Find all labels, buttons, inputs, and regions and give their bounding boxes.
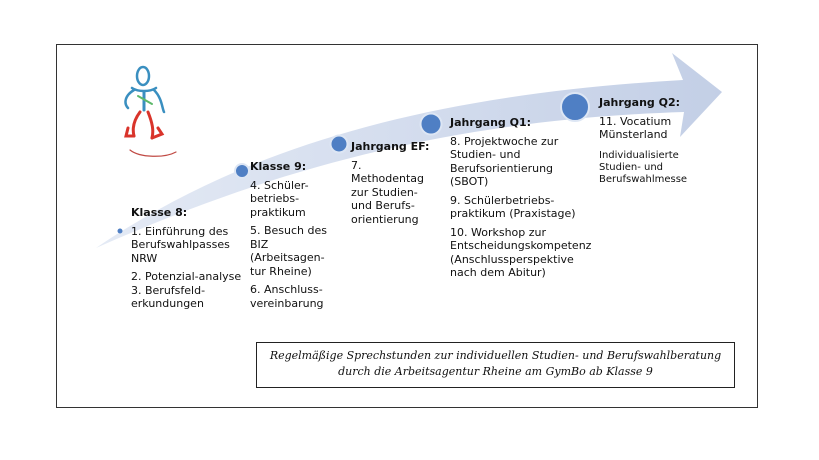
- stage-item: Individualisierte Studien- und Berufswahlmesse: [599, 149, 688, 185]
- stage-klasse-8: [131, 206, 243, 311]
- stage-item: 2. Potenzial-analyse: [131, 270, 242, 283]
- counseling-note-box: [256, 342, 735, 388]
- stage-item: 11. Vocatium Münsterland: [599, 114, 672, 141]
- stage-title: Klasse 8:: [131, 206, 188, 219]
- stage-item: 6. Anschluss-vereinbarung: [250, 283, 324, 310]
- stage-title: Jahrgang Q2:: [599, 96, 681, 109]
- stage-item: 5. Besuch des BIZ (Arbeitsagen-tur Rheine): [250, 224, 328, 278]
- stage-item: 10. Workshop zur Entscheidungskompetenz (Anschlussperspektive nach dem Abitur): [450, 225, 592, 279]
- stage-item: 8. Projektwoche zur Studien- und Berufsorientierung (SBOT): [450, 134, 559, 188]
- stage-dot-ef: [331, 136, 348, 153]
- stage-item: 7. Methodentag zur Studien- und Berufs-orientierung: [351, 158, 425, 226]
- career-figure-icon: [126, 67, 176, 156]
- stage-title: Jahrgang Q1:: [450, 116, 532, 129]
- stage-q2: [599, 96, 689, 186]
- stage-dot-klasse-9: [235, 164, 249, 178]
- stage-item: 1. Einführung des Berufswahlpasses NRW: [131, 224, 230, 265]
- stage-ef: [351, 140, 431, 226]
- stage-title: Klasse 9:: [250, 160, 307, 173]
- stage-item: 3. Berufsfeld-erkundungen: [131, 283, 206, 310]
- counseling-note-line-2: durch die Arbeitsagentur Rheine am GymBo ab Klasse 9: [338, 365, 653, 378]
- stage-title: Jahrgang EF:: [351, 140, 430, 153]
- counseling-note-line-1: Regelmäßige Sprechstunden zur individuellen Studien- und Berufswahlberatung: [269, 349, 722, 362]
- stage-dot-klasse-8: [118, 229, 123, 234]
- stage-q1: [450, 116, 592, 280]
- stage-dot-q1: [421, 114, 442, 135]
- stage-item: 4. Schüler-betriebs-praktikum: [250, 178, 309, 219]
- stage-klasse-9: [250, 160, 334, 310]
- stage-item: 9. Schülerbetriebs-praktikum (Praxistage): [450, 193, 576, 220]
